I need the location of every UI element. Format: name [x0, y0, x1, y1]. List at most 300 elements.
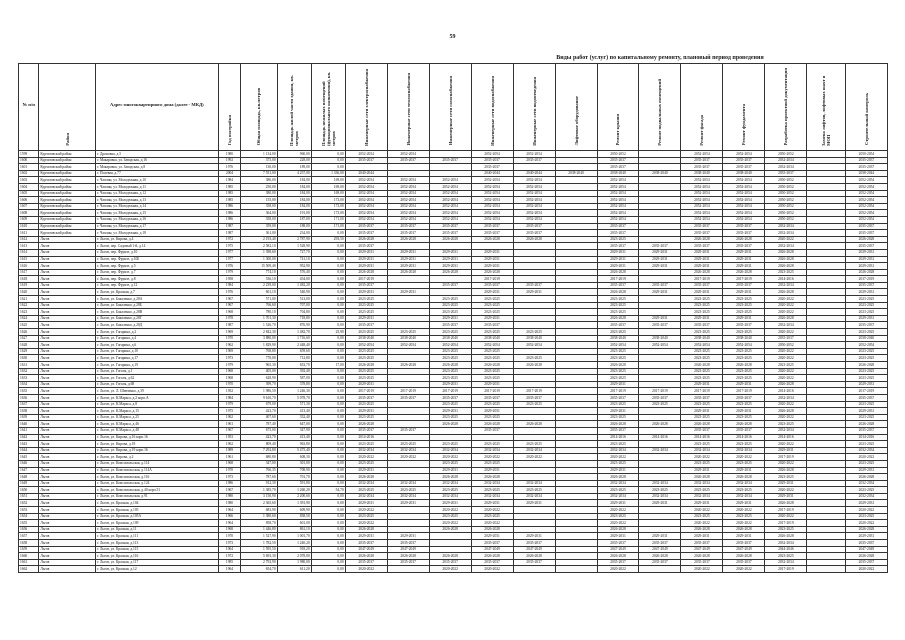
table-cell: 2023-2025	[387, 487, 429, 494]
table-cell: 1643	[19, 441, 39, 448]
table-cell: 2023-2025	[845, 414, 887, 421]
table-cell: 2026-2028	[513, 236, 555, 243]
table-row	[19, 388, 888, 395]
table-cell: 1962	[218, 342, 241, 349]
table-cell	[555, 566, 597, 573]
table-cell: 2026-2028	[429, 526, 471, 533]
table-cell	[513, 507, 555, 514]
table-cell	[807, 335, 846, 342]
table-cell: 2052-2054	[345, 177, 387, 184]
table-cell: 2029-2031	[345, 256, 387, 263]
column-header	[723, 64, 765, 151]
table-cell: г. Льгов, ул. К.Маркса, д.8	[96, 401, 219, 408]
table-cell: 358,00	[241, 203, 277, 210]
table-cell: г. Льгов, ул. Комсомольская, д.114	[96, 460, 219, 467]
table-cell: 2035-2037	[513, 230, 555, 237]
table-cell: 2023-2025	[723, 355, 765, 362]
table-cell: 2017-2019	[723, 276, 765, 283]
table-cell: 413,40	[277, 408, 311, 415]
table-cell: 2035-2037	[723, 230, 765, 237]
table-cell: 2026-2028	[723, 474, 765, 481]
table-cell	[387, 375, 429, 382]
table-cell: 2023-2025	[471, 302, 513, 309]
table-cell: 0,00	[311, 289, 345, 296]
table-cell: 2023-2025	[513, 487, 555, 494]
column-header	[765, 64, 807, 151]
table-cell: 1607	[19, 203, 39, 210]
table-cell: 2023-2025	[429, 302, 471, 309]
table-cell: 2026-2028	[765, 500, 807, 507]
table-cell: 2023-2025	[471, 355, 513, 362]
table-cell: 2035-2037	[387, 394, 429, 401]
table-cell: 2035-2037	[681, 322, 723, 329]
table-cell: 2052-2054	[681, 177, 723, 184]
table-cell: 2052-2054	[513, 342, 555, 349]
table-cell: 2023-2025	[681, 368, 723, 375]
table-cell: 2035-2037	[723, 157, 765, 164]
table-cell: 0,00	[311, 540, 345, 547]
table-cell: 2029-2031	[597, 263, 639, 270]
table-cell: 2029-2031	[471, 315, 513, 322]
table-cell	[807, 526, 846, 533]
table-cell: г. Льгов, пер. Фрунзе, д.10	[96, 249, 219, 256]
table-row	[19, 566, 888, 573]
table-cell: Льгов	[39, 474, 96, 481]
table-cell	[387, 164, 429, 171]
table-cell: Льгов	[39, 256, 96, 263]
table-cell	[807, 243, 846, 250]
table-cell: 2023-2025	[345, 296, 387, 303]
table-cell: 2020-2022	[597, 507, 639, 514]
table-cell: 2023-2025	[471, 375, 513, 382]
table-cell: 2026-2028	[345, 236, 387, 243]
table-cell: 1973	[218, 355, 241, 362]
table-cell: 2029-2031	[345, 381, 387, 388]
table-cell: 2050-2052	[765, 216, 807, 223]
table-cell: 609,90	[277, 507, 311, 514]
table-cell: 0,00	[311, 263, 345, 270]
table-cell	[513, 368, 555, 375]
table-cell: 2052-2054	[681, 342, 723, 349]
table-cell: 2032-2034	[765, 230, 807, 237]
table-cell	[387, 296, 429, 303]
table-cell: 2032-2034	[471, 493, 513, 500]
table-cell	[639, 520, 681, 527]
table-cell: 876,90	[277, 322, 311, 329]
table-cell: 2026-2028	[597, 474, 639, 481]
table-cell: 169,00	[311, 183, 345, 190]
table-cell: 2023-2025	[597, 348, 639, 355]
table-cell	[555, 427, 597, 434]
table-cell: 1964	[218, 546, 241, 553]
table-cell: 2020-2022	[765, 460, 807, 467]
table-cell: 2023-2025	[345, 401, 387, 408]
table-cell: 2029-2031	[597, 533, 639, 540]
table-cell: 1 391,90	[277, 500, 311, 507]
table-cell: 2052-2054	[429, 210, 471, 217]
table-cell: Льгов	[39, 559, 96, 566]
table-cell: 0,00	[311, 335, 345, 342]
table-cell: 2052-2054	[387, 177, 429, 184]
table-cell: 2020-2022	[345, 566, 387, 573]
table-cell: Льгов	[39, 381, 96, 388]
table-cell: 2035-2037	[681, 157, 723, 164]
table-cell	[555, 190, 597, 197]
table-cell: 2026-2028	[845, 362, 887, 369]
table-cell: 1968	[218, 309, 241, 316]
table-cell: Курчатовский район	[39, 177, 96, 184]
table-cell: 1 240,20	[277, 540, 311, 547]
works-section-title: Виды работ (услуг) по капитальному ремонту, плановый период проведения	[556, 55, 764, 61]
table-cell: 2052-2054	[471, 216, 513, 223]
table-cell: г. Льгов, пер. Фрунзе, д.8	[96, 276, 219, 283]
table-cell: Льгов	[39, 533, 96, 540]
table-cell: Льгов	[39, 520, 96, 527]
table-cell	[807, 375, 846, 382]
column-header-label: Ремонт подвальных помещений	[657, 78, 663, 146]
table-cell: 2020-2022	[345, 520, 387, 527]
table-cell: 2035-2037	[681, 223, 723, 230]
table-cell: 2050-2052	[597, 151, 639, 158]
table-cell	[807, 315, 846, 322]
table-cell: 2023-2025	[597, 487, 639, 494]
table-cell: г. Льгов, ул. Красная, д.7	[96, 289, 219, 296]
table-cell: 2023-2025	[681, 487, 723, 494]
table-cell: г. Льгов, ул. Гагарина, д.2	[96, 329, 219, 336]
table-cell: 2035-2037	[723, 540, 765, 547]
table-cell: 2023-2025	[723, 302, 765, 309]
table-cell: 2035-2037	[471, 157, 513, 164]
table-cell: 2023-2025	[471, 296, 513, 303]
table-cell: 2038-2040	[639, 335, 681, 342]
table-cell: 1 001,70	[277, 533, 311, 540]
table-cell	[807, 381, 846, 388]
table-cell: 2052-2054	[845, 342, 887, 349]
table-cell	[639, 197, 681, 204]
table-cell: 1975	[218, 408, 241, 415]
table-cell: 2026-2028	[387, 269, 429, 276]
table-cell: 15 509,40	[241, 263, 277, 270]
table-cell: 2023-2025	[765, 362, 807, 369]
table-cell: 2032-2034	[387, 447, 429, 454]
table-cell: 2038-2040	[723, 170, 765, 177]
table-cell: 2052-2054	[387, 197, 429, 204]
table-cell	[513, 408, 555, 415]
table-cell: 1626	[19, 329, 39, 336]
table-cell: 1967	[218, 427, 241, 434]
table-cell: 2035-2037	[597, 427, 639, 434]
table-cell: 2023-2025	[723, 329, 765, 336]
table-cell	[555, 368, 597, 375]
table-cell: 2035-2037	[345, 322, 387, 329]
table-cell: 2029-2031	[345, 289, 387, 296]
table-cell: 2035-2037	[597, 230, 639, 237]
table-cell: 1599	[19, 151, 39, 158]
table-cell: Льгов	[39, 249, 96, 256]
table-cell: 2052-2054	[513, 210, 555, 217]
table-cell	[807, 546, 846, 553]
table-cell	[555, 394, 597, 401]
table-cell	[429, 533, 471, 540]
table-cell	[387, 566, 429, 573]
table-cell: 861,10	[277, 526, 311, 533]
table-cell	[807, 342, 846, 349]
table-cell: г. Льгов, ул. Комсомольская, д.116	[96, 474, 219, 481]
table-cell	[387, 520, 429, 527]
table-cell	[429, 243, 471, 250]
table-cell: 2023-2025	[471, 401, 513, 408]
table-cell: 2020-2022	[765, 401, 807, 408]
table-cell	[807, 296, 846, 303]
table-cell	[555, 236, 597, 243]
table-row	[19, 480, 888, 487]
table-cell	[639, 164, 681, 171]
table-cell: 2032-2034	[345, 493, 387, 500]
table-cell	[387, 513, 429, 520]
table-cell: 2052-2054	[471, 342, 513, 349]
table-cell: 2029-2031	[765, 480, 807, 487]
table-row	[19, 335, 888, 342]
table-cell	[555, 533, 597, 540]
table-cell	[807, 289, 846, 296]
table-cell: 2029-2031	[429, 467, 471, 474]
table-cell: 2032-2034	[765, 282, 807, 289]
table-cell: 2023-2025	[429, 309, 471, 316]
table-cell: 2029-2031	[681, 289, 723, 296]
table-cell: г. Льгов, ул. К.Маркса, д.48	[96, 427, 219, 434]
table-cell: 2038-2040	[345, 335, 387, 342]
table-cell	[807, 236, 846, 243]
table-cell: 2014-2016	[639, 434, 681, 441]
table-cell	[639, 309, 681, 316]
table-cell: 2032-2034	[639, 480, 681, 487]
table-cell: 364,00	[241, 210, 277, 217]
column-header: Адрес многоквартирного дома (далее - МКД)	[96, 64, 219, 151]
table-cell: 1601	[19, 164, 39, 171]
table-cell: 2052-2054	[471, 203, 513, 210]
table-cell: 2035-2037	[345, 243, 387, 250]
table-cell	[513, 566, 555, 573]
table-cell: г. Льгов, ул. К.Маркса, д.46	[96, 421, 219, 428]
table-cell: 2023-2025	[845, 329, 887, 336]
table-cell: 2020-2022	[429, 566, 471, 573]
table-cell: 2040-2044	[345, 170, 387, 177]
table-cell: 2029-2031	[845, 289, 887, 296]
table-cell: 1979	[218, 269, 241, 276]
table-cell	[807, 302, 846, 309]
table-cell: 2029-2031	[597, 408, 639, 415]
table-cell: 407,60	[241, 414, 277, 421]
table-cell: 2052-2054	[723, 197, 765, 204]
table-cell: 2052-2054	[345, 197, 387, 204]
table-cell: 2023-2025	[723, 296, 765, 303]
table-cell: 1629	[19, 348, 39, 355]
table-cell: 1967	[218, 296, 241, 303]
table-cell: 2026-2028	[681, 362, 723, 369]
table-cell: Курчатовский район	[39, 210, 96, 217]
table-cell: 2026-2028	[345, 421, 387, 428]
table-cell: 2026-2028	[723, 421, 765, 428]
table-row	[19, 151, 888, 158]
table-cell: 2020-2022	[387, 454, 429, 461]
table-cell	[387, 467, 429, 474]
table-cell: 960,00	[277, 151, 311, 158]
table-cell: 2035-2037	[597, 559, 639, 566]
table-cell	[387, 368, 429, 375]
table-row	[19, 474, 888, 481]
table-cell	[807, 500, 846, 507]
table-cell: 1970	[218, 467, 241, 474]
column-header-label: Площадь нежилых помещений (функционального назначения), кв. метров	[320, 71, 336, 146]
table-cell: 332,40	[277, 414, 311, 421]
table-cell: 361,00	[241, 230, 277, 237]
table-cell: 2023-2025	[723, 348, 765, 355]
table-cell: Курчатовский район	[39, 157, 96, 164]
table-cell: Льгов	[39, 269, 96, 276]
table-cell: 2017-2019	[597, 388, 639, 395]
table-cell: 2026-2028	[681, 269, 723, 276]
table-cell: 2047-2049	[513, 546, 555, 553]
table-cell: 2052-2054	[471, 183, 513, 190]
table-cell: 2032-2034	[513, 447, 555, 454]
table-cell	[807, 249, 846, 256]
table-cell: 2035-2037	[345, 282, 387, 289]
table-cell	[807, 454, 846, 461]
table-cell: 2029-2031	[345, 467, 387, 474]
table-cell: 1613	[19, 243, 39, 250]
table-cell: Льгов	[39, 447, 96, 454]
table-cell: 1 385,70	[241, 487, 277, 494]
table-cell	[471, 434, 513, 441]
table-cell: 25,90	[311, 329, 345, 336]
table-cell: 2052-2054	[387, 210, 429, 217]
table-cell: 1649	[19, 480, 39, 487]
table-cell: 2035-2037	[681, 164, 723, 171]
table-cell: 347,90	[277, 427, 311, 434]
table-cell	[807, 460, 846, 467]
table-cell: 2032-2034	[845, 493, 887, 500]
table-cell: 2020-2022	[345, 454, 387, 461]
table-cell: 2052-2054	[681, 183, 723, 190]
table-cell: 2035-2037	[471, 394, 513, 401]
table-cell: 809,40	[241, 441, 277, 448]
table-row	[19, 276, 888, 283]
table-cell: Льгов	[39, 368, 96, 375]
table-cell	[807, 414, 846, 421]
table-cell: г. Льгов, ул. Бакаленко, д.28Г	[96, 315, 219, 322]
table-row	[19, 375, 888, 382]
table-cell	[555, 309, 597, 316]
table-cell: 2026-2028	[681, 236, 723, 243]
table-cell: 2017-2019	[429, 388, 471, 395]
table-cell	[513, 269, 555, 276]
table-cell: г. Льгов, ул. Гагарина, д.6	[96, 342, 219, 349]
table-cell	[555, 381, 597, 388]
table-cell: 2023-2025	[681, 401, 723, 408]
table-cell	[639, 183, 681, 190]
table-cell: Льгов	[39, 546, 96, 553]
table-cell: 2050-2052	[765, 203, 807, 210]
table-cell: 0,00	[311, 230, 345, 237]
table-cell: 1632	[19, 368, 39, 375]
table-cell	[639, 296, 681, 303]
table-cell: 2052-2054	[345, 216, 387, 223]
table-cell: 2026-2028	[471, 526, 513, 533]
column-header-label: Инженерные сети газоснабжения	[447, 76, 453, 146]
table-cell	[513, 302, 555, 309]
table-cell: 2029-2031	[723, 533, 765, 540]
table-cell: 2023-2025	[345, 414, 387, 421]
table-cell: 2026-2028	[597, 269, 639, 276]
table-cell: 2029-2031	[845, 315, 887, 322]
table-cell: 2035-2037	[597, 322, 639, 329]
table-cell: 0,00	[311, 342, 345, 349]
table-cell: 2026-2028	[723, 362, 765, 369]
table-cell: Льгов	[39, 500, 96, 507]
table-cell: 2026-2028	[845, 553, 887, 560]
table-row	[19, 513, 888, 520]
table-cell: г. Льгов, ул. Бакаленко, д.28Б	[96, 302, 219, 309]
table-cell: 1 260,20	[277, 487, 311, 494]
table-cell: г. Льгов, ул. Кирова, д.19 корп.16	[96, 447, 219, 454]
table-cell: 2032-2034	[387, 493, 429, 500]
table-cell: 2023-2025	[723, 375, 765, 382]
table-cell: 2014-2016	[723, 434, 765, 441]
table-cell: 2052-2054	[845, 203, 887, 210]
table-row	[19, 493, 888, 500]
table-cell: 2020-2022	[429, 507, 471, 514]
table-cell: 2023-2025	[597, 329, 639, 336]
table-cell: 2020-2022	[765, 355, 807, 362]
table-cell: 2035-2037	[765, 335, 807, 342]
table-cell: 2035-2037	[845, 394, 887, 401]
table-cell: 2023-2025	[845, 513, 887, 520]
table-cell: 2052-2054	[723, 190, 765, 197]
table-cell: 1644	[19, 447, 39, 454]
table-cell: 2023-2025	[597, 309, 639, 316]
table-cell: 2023-2025	[345, 355, 387, 362]
table-cell	[639, 362, 681, 369]
table-cell: 1630	[19, 355, 39, 362]
table-cell: 2052-2054	[845, 177, 887, 184]
table-cell: 2023-2025	[845, 375, 887, 382]
table-cell	[555, 276, 597, 283]
table-cell: 2017-2019	[387, 388, 429, 395]
table-cell: 2023-2025	[639, 487, 681, 494]
table-cell: 571,00	[241, 296, 277, 303]
table-cell: 1637	[19, 401, 39, 408]
table-cell	[429, 540, 471, 547]
table-cell: 1980	[218, 493, 241, 500]
table-cell	[807, 493, 846, 500]
table-cell: 1967	[218, 302, 241, 309]
table-cell: 2029-2031	[723, 500, 765, 507]
table-cell: 2035-2037	[723, 243, 765, 250]
table-cell: 1652	[19, 500, 39, 507]
table-cell	[555, 289, 597, 296]
table-cell: 2035-2037	[471, 559, 513, 566]
table-cell: 2020-2022	[765, 309, 807, 316]
table-cell: 2032-2034	[513, 493, 555, 500]
table-cell: 2038-2040	[429, 335, 471, 342]
table-cell: 1977	[218, 256, 241, 263]
column-header	[597, 64, 639, 151]
table-row	[19, 263, 888, 270]
table-cell: 2023-2025	[765, 269, 807, 276]
table-cell	[555, 335, 597, 342]
table-cell: 2026-2028	[765, 249, 807, 256]
table-cell	[639, 210, 681, 217]
